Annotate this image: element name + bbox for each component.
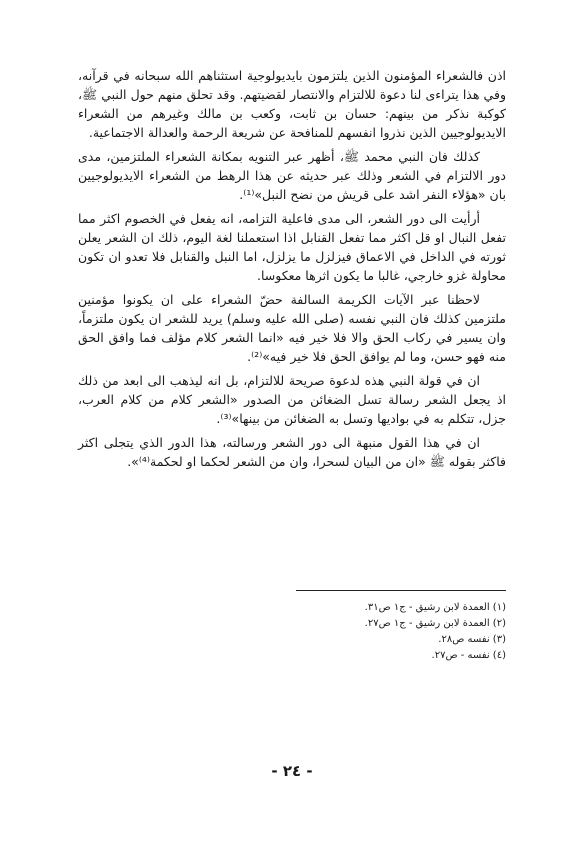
- paragraph-6: ان في هذا القول منبهة الى دور الشعر ورسالته، هذا الدور الذي يتجلى اكثر فاكثر بقوله ﷺ «ان من البيان لسحرا، وان من الشعر لحكما او لحكمة⁽⁴⁾».: [78, 435, 506, 469]
- footnotes: [296, 600, 506, 664]
- page-number: - ٢٤ -: [271, 762, 313, 780]
- footnote-3: (٣) نفسه ص٢٨.: [438, 634, 506, 645]
- footnote-2: (٢) العمدة لابن رشيق - ج١ ص٢٧.: [364, 618, 506, 629]
- body-text: [78, 66, 506, 476]
- paragraph-2: كذلك فان النبي محمد ﷺ، أظهر عبر التنويه بمكانة الشعراء الملتزمين، مدى دور الالتزام في الشعر وذلك عبر حديثه عن هذا الرهط من الشعراء الايديولوجيين بان «هؤلاء النفر اشد على قريش من نضح النبل»⁽¹⁾.: [78, 149, 506, 202]
- footnote-1: (١) العمدة لابن رشيق - ج١ ص٣١.: [364, 602, 506, 613]
- footnote-separator: [296, 590, 506, 591]
- footnote-4: (٤) نفسه - ص٢٧.: [431, 650, 506, 661]
- paragraph-3: أرأيت الى دور الشعر، الى مدى فاعلية التزامه، انه يفعل في الخصوم اكثر مما تفعل النبال او قل اكثر مما تفعل القنابل اذا استعملنا لغة اليوم، ذلك ان الشعر يعلن ثورته في الداخل في الاعماق فيزلزل ما يزلزل، اما النبل والقنابل فلا تعدو ان تكون محاولة غزو خارجي، غالبا ما يكون اثرها معكوسا.: [78, 211, 506, 283]
- paragraph-4: لاحظنا عبر الآيات الكريمة السالفة حضّ الشعراء على ان يكونوا مؤمنين ملتزمين كذلك فان النبي نفسه (صلى الله عليه وسلم) يريد للشعر ان يكون ملتزماً، وان يسير في ركاب الحق والا فلا خير فيه «انما الشعر كلام مؤلف فما وافق الحق منه فهو حسن، وما لم يوافق الحق فلا خير فيه»⁽²⁾.: [78, 292, 506, 364]
- paragraph-1: اذن فالشعراء المؤمنون الذين يلتزمون بايديولوجية استثناهم الله سبحانه في قرآنه، وفي هذا يتراءى لنا دعوة للالتزام والانتصار لقضيتهم. وقد تحلق منهم حول النبي ﷺ، كوكبة نذكر من بينهم: حسان بن ثابت، وكعب بن مالك وغيرهم من الشعراء الايديولوجيين الذين نذروا انفسهم للمنافحة عن شريعة الرحمة والعدالة الاجتماعية.: [78, 68, 506, 140]
- paragraph-5: ان في قولة النبي هذه لدعوة صريحة للالتزام، بل انه ليذهب الى ابعد من ذلك اذ يجعل الشعر رسالة تسل الضغائن من الصدور «الشعر كلام من كلام العرب، جزل، تتكلم به في بواديها وتسل به الضغائن من بينها»⁽³⁾.: [78, 373, 506, 426]
